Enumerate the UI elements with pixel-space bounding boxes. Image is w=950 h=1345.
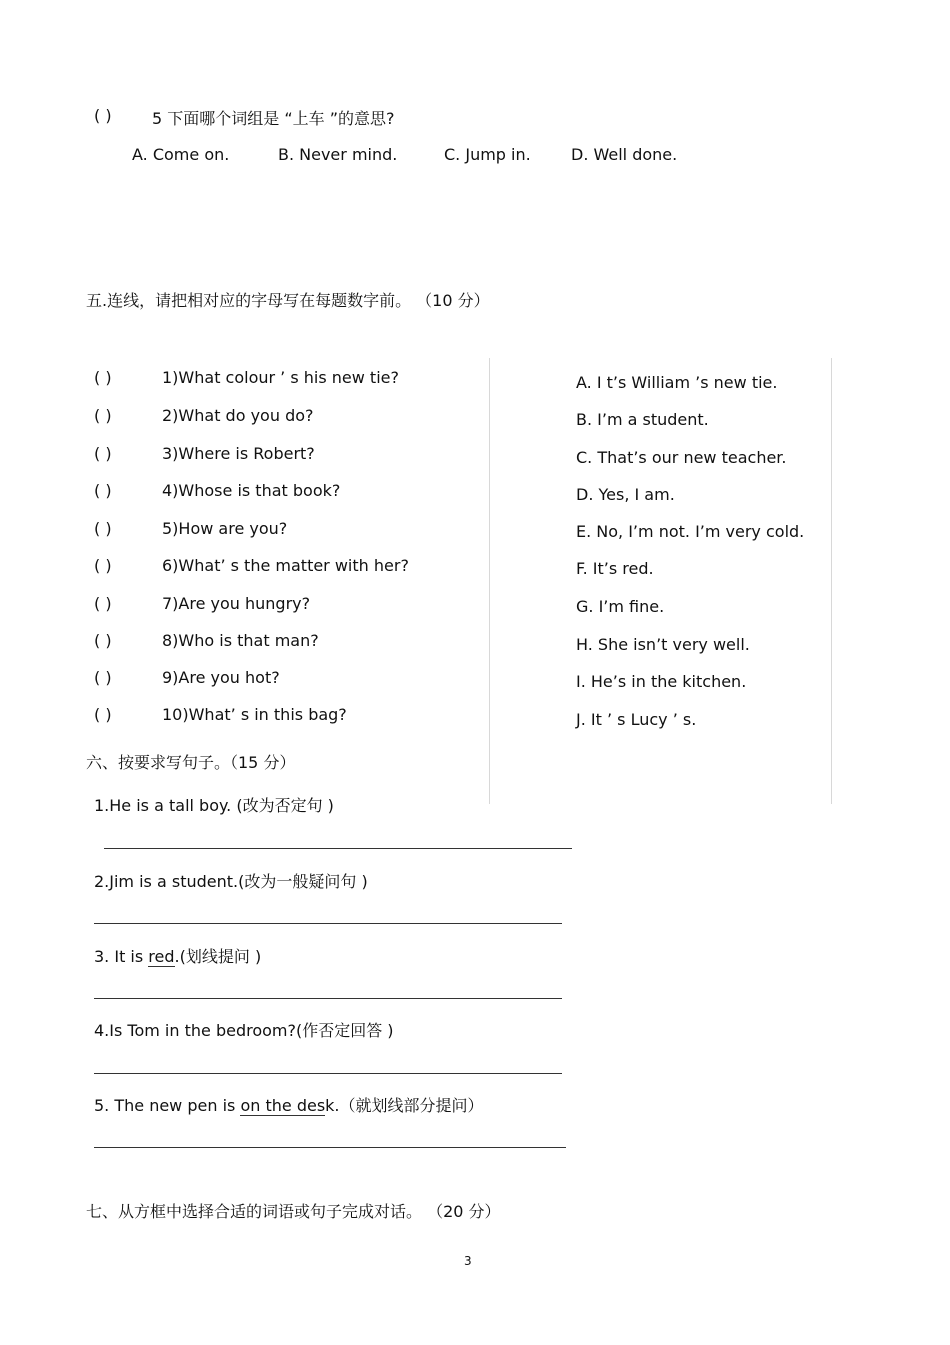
answer-h: H. She isn’t very well. <box>576 635 750 654</box>
question-row: ( ) 7)Are you hungry? <box>94 594 311 613</box>
column-divider <box>489 358 490 804</box>
answer-line-1[interactable] <box>104 848 572 849</box>
q5-option-a: A. Come on. <box>132 145 230 164</box>
q5-option-b: B. Never mind. <box>278 145 398 164</box>
question-row: ( ) 6)What’ s the matter with her? <box>94 556 409 575</box>
section5-title: 五.连线，请把相对应的字母写在每题数字前。 （10 分） <box>86 291 490 310</box>
section7-title: 七、从方框中选择合适的词语或句子完成对话。 （20 分） <box>86 1202 501 1221</box>
question-row: ( ) 8)Who is that man? <box>94 631 319 650</box>
answer-c: C. That’s our new teacher. <box>576 448 787 467</box>
column-border-right <box>831 358 832 804</box>
answer-line-5[interactable] <box>94 1147 566 1148</box>
rewrite-item-1: 1.He is a tall boy. (改为否定句 ) <box>94 796 334 815</box>
section6-title: 六、按要求写句子。（15 分） <box>86 753 296 772</box>
question-row: ( ) 1)What colour ’ s his new tie? <box>94 368 399 387</box>
rewrite-item-4: 4.Is Tom in the bedroom?(作否定回答 ) <box>94 1021 394 1040</box>
answer-line-3[interactable] <box>94 998 562 999</box>
underlined-phrase: on the des <box>240 1096 326 1115</box>
rewrite-item-2: 2.Jim is a student.(改为一般疑问句 ) <box>94 872 368 891</box>
question-row: ( ) 3)Where is Robert? <box>94 444 315 463</box>
q5-paren: ( ) <box>94 106 112 125</box>
rewrite-item-5: 5. The new pen is on the desk.（就划线部分提问） <box>94 1096 484 1115</box>
answer-g: G. I’m fine. <box>576 597 665 616</box>
q5-question: 5 下面哪个词组是 “上车 ”的意思? <box>152 109 395 128</box>
answer-f: F. It’s red. <box>576 559 654 578</box>
answer-b: B. I’m a student. <box>576 410 709 429</box>
underlined-word: red <box>148 947 175 966</box>
q5-option-c: C. Jump in. <box>444 145 531 164</box>
answer-e: E. No, I’m not. I’m very cold. <box>576 522 805 541</box>
page-number: 3 <box>464 1254 472 1268</box>
answer-i: I. He’s in the kitchen. <box>576 672 747 691</box>
answer-j: J. It ’ s Lucy ’ s. <box>576 710 697 729</box>
rewrite-item-3: 3. It is red.(划线提问 ) <box>94 947 262 966</box>
q5-option-d: D. Well done. <box>571 145 678 164</box>
answer-line-4[interactable] <box>94 1073 562 1074</box>
question-row: ( ) 5)How are you? <box>94 519 288 538</box>
question-row: ( ) 9)Are you hot? <box>94 668 280 687</box>
answer-d: D. Yes, I am. <box>576 485 675 504</box>
question-row: ( ) 4)Whose is that book? <box>94 481 341 500</box>
question-row: ( ) 10)What’ s in this bag? <box>94 705 347 724</box>
question-row: ( ) 2)What do you do? <box>94 406 314 425</box>
answer-a: A. I t’s William ’s new tie. <box>576 373 778 392</box>
answer-line-2[interactable] <box>94 923 562 924</box>
